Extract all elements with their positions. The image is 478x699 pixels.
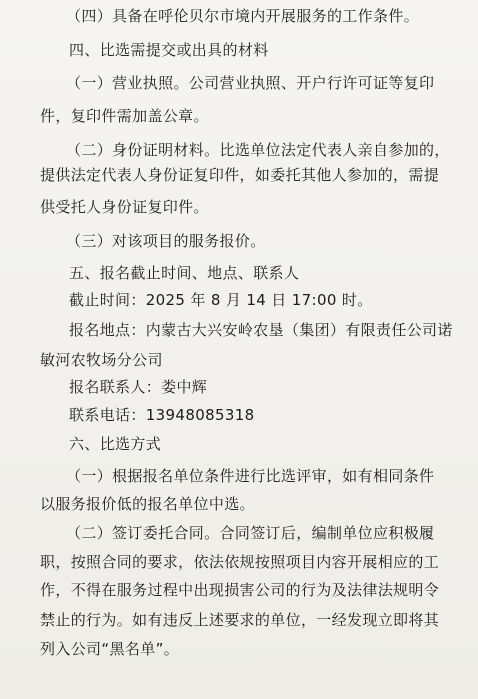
- text-line-17: 以服务报价低的报名单位中选。: [40, 495, 255, 513]
- text-line-20: 作，不得在服务过程中出现损害公司的行为及法律法规明令: [40, 581, 440, 599]
- text-line-19: 职，按照合同的要求，依法依规按照项目内容开展相应的工: [40, 553, 440, 571]
- deadline-line: 截止时间：2025 年 8 月 14 日 17:00 时。: [69, 291, 373, 309]
- text-line-18: （二）签订委托合同。合同签订后，编制单位应积极履: [66, 524, 435, 542]
- contact-person-line: 报名联系人：娄中辉: [69, 378, 208, 396]
- text-line-22: 列入公司“黑名单”。: [40, 640, 180, 658]
- section-heading-method: 六、比选方式: [69, 435, 162, 453]
- section-heading-registration: 五、报名截止时间、地点、联系人: [69, 264, 300, 282]
- contact-phone-line: 联系电话：13948085318: [69, 406, 255, 424]
- text-line-16: （一）根据报名单位条件进行比选评审，如有相同条件: [66, 467, 435, 485]
- section-heading-materials: 四、比选需提交或出具的材料: [69, 41, 269, 59]
- text-line-1: （四）具备在呼伦贝尔市境内开展服务的工作条件。: [66, 7, 420, 25]
- text-line-6: 提供法定代表人身份证复印件，如委托其他人参加的，需提: [40, 166, 440, 184]
- text-line-7: 供受托人身份证复印件。: [40, 198, 209, 216]
- text-line-21: 禁止的行为。如有违反上述要求的单位，一经发现立即将其: [40, 611, 440, 629]
- text-line-8: （三）对该项目的服务报价。: [66, 232, 266, 250]
- text-line-3: （一）营业执照。公司营业执照、开户行许可证等复印: [66, 74, 435, 92]
- location-line-cont: 敏河农牧场分公司: [40, 351, 163, 369]
- text-line-4: 件，复印件需加盖公章。: [40, 107, 209, 125]
- text-line-5: （二）身份证明材料。比选单位法定代表人亲自参加的，: [66, 141, 450, 159]
- location-line: 报名地点：内蒙古大兴安岭农垦（集团）有限责任公司诺: [69, 321, 453, 339]
